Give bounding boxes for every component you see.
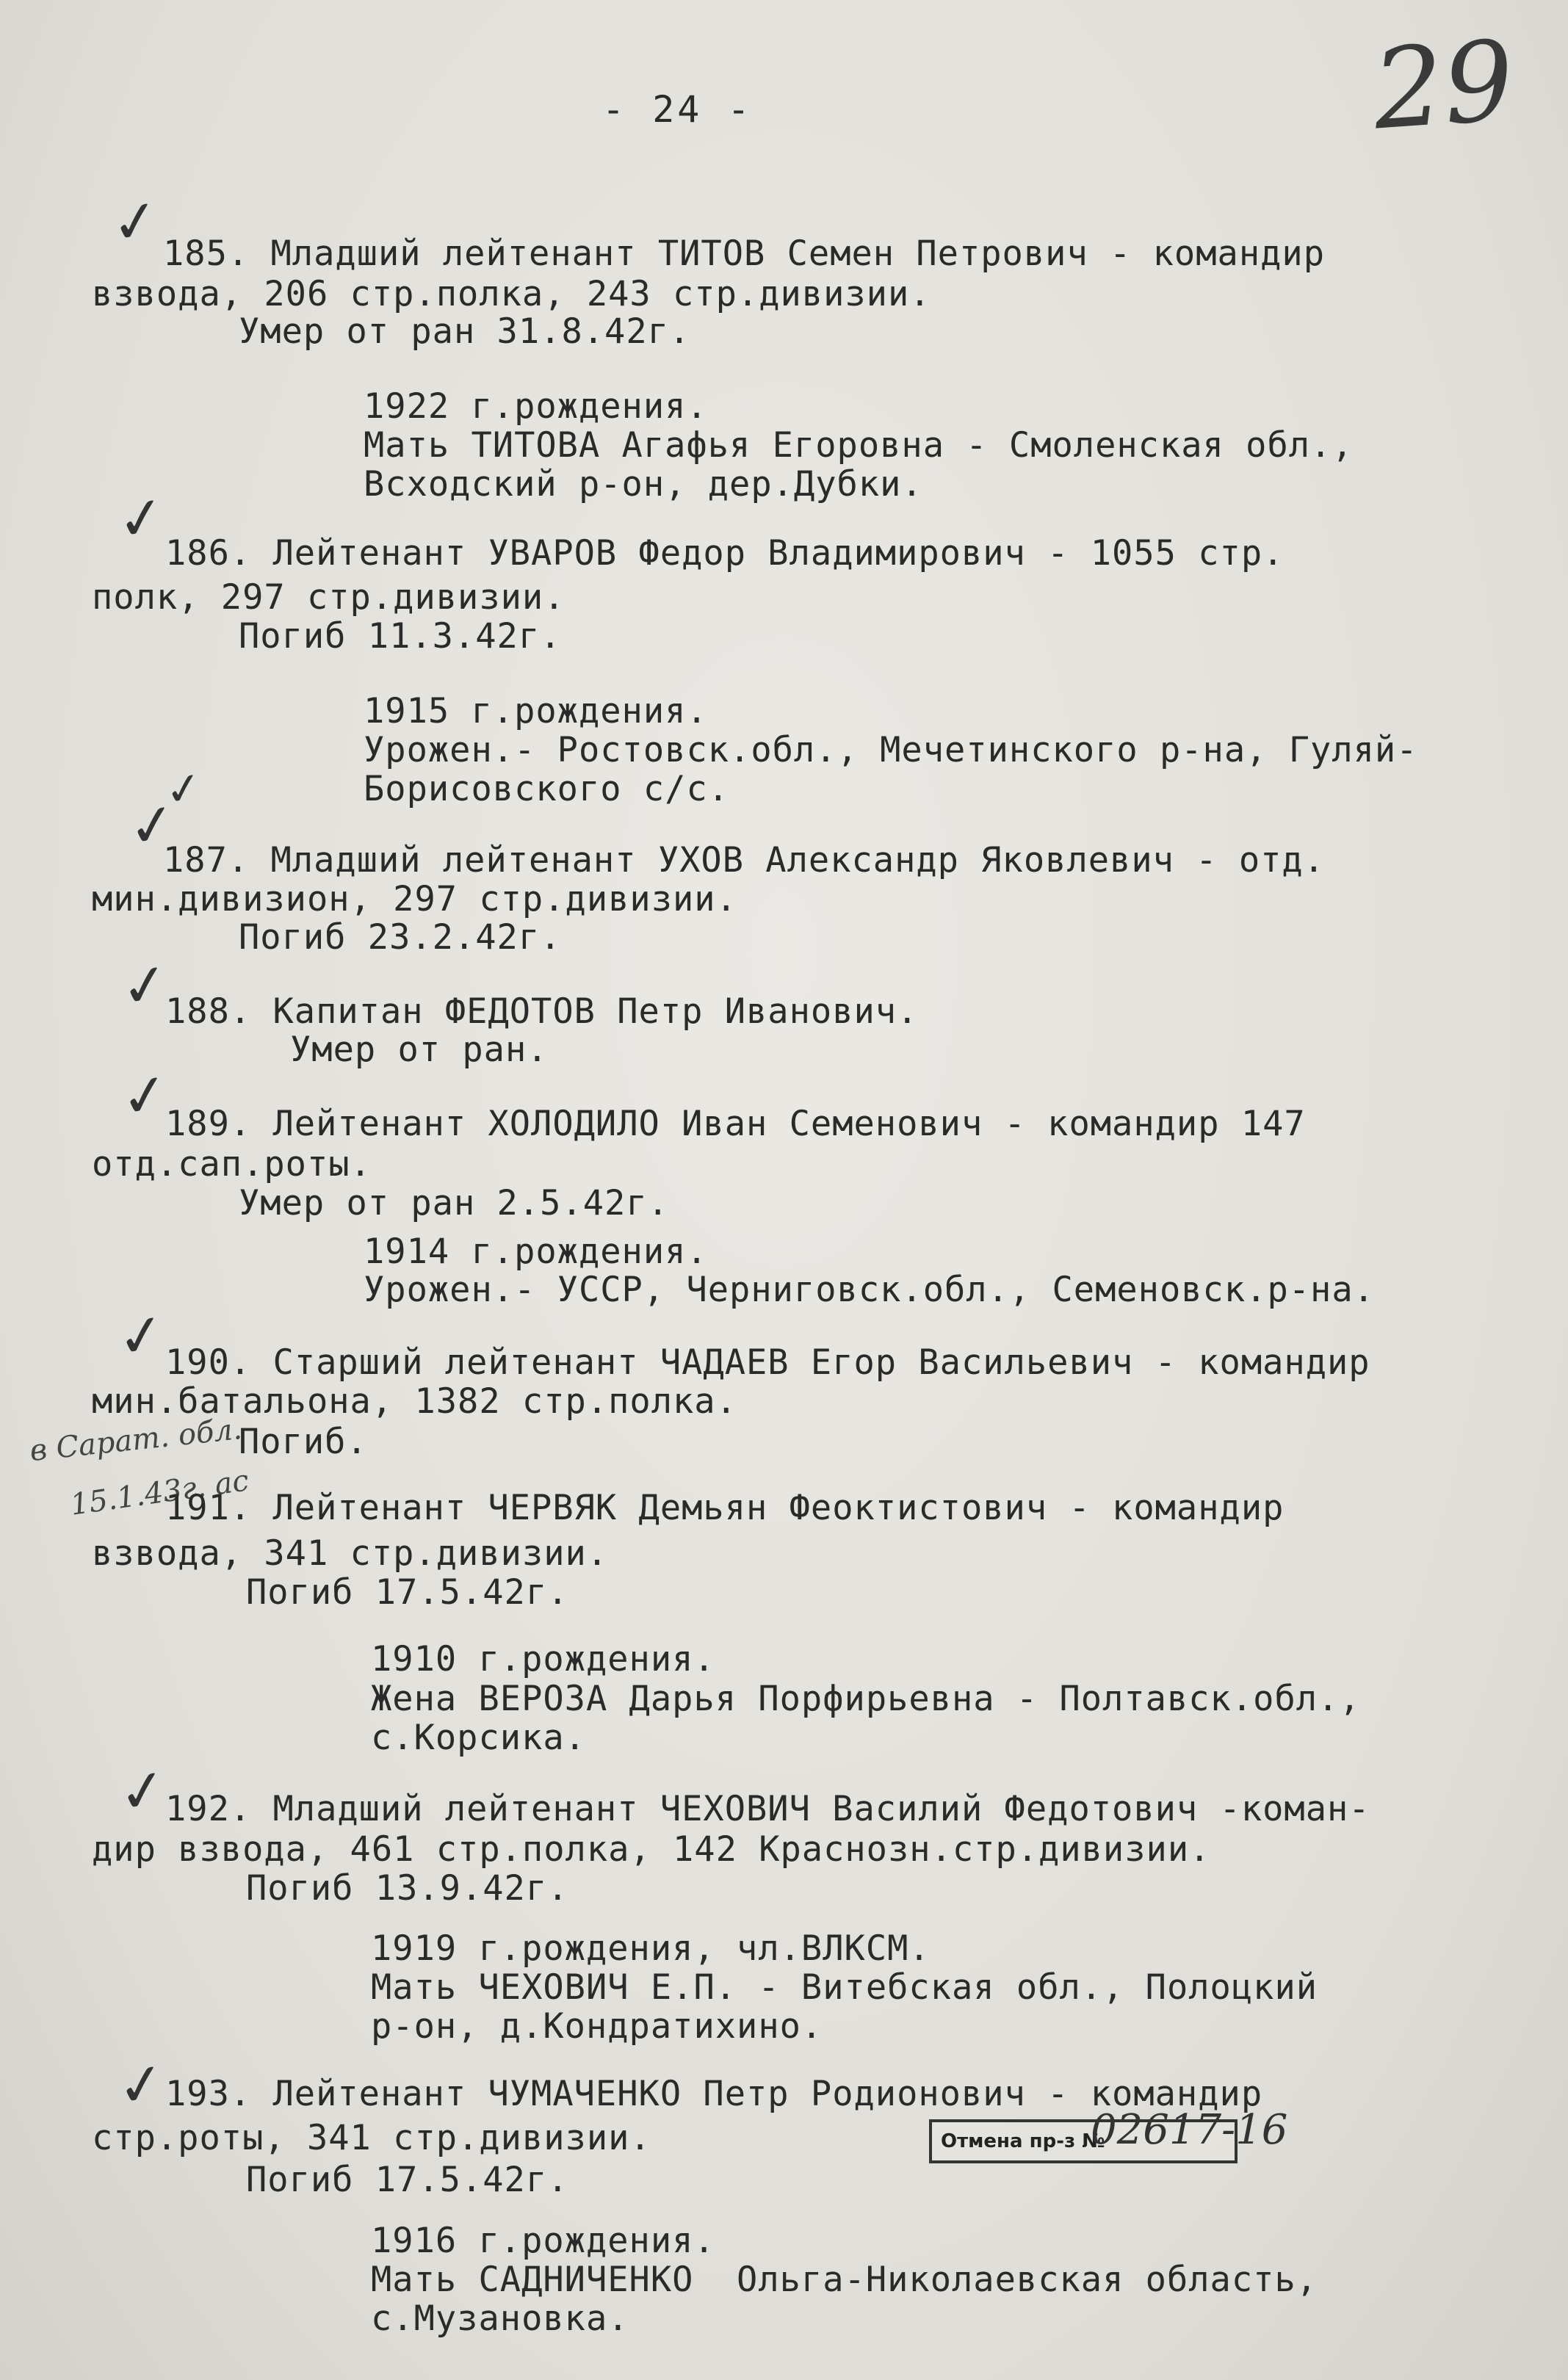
entry-188-line-1: 188. Капитан ФЕДОТОВ Петр Иванович. [165, 991, 919, 1032]
margin-note: 15.1.43г. ас [68, 1464, 251, 1522]
entry-186-line-1: 186. Лейтенант УВАРОВ Федор Владимирович - 1055 стр. [165, 533, 1285, 574]
checkmark-icon: ✓ [162, 761, 206, 818]
entry-186-line-4: 1915 г.рождения. [364, 691, 708, 731]
entry-192-line-5: Мать ЧЕХОВИЧ Е.П. - Витебская обл., Полоцкий [371, 1967, 1318, 2008]
entry-193-line-6: с.Музановка. [371, 2298, 629, 2339]
entry-189-line-1: 189. Лейтенант ХОЛОДИЛО Иван Семенович - командир 147 [165, 1104, 1306, 1144]
entry-192-line-1: 192. Младший лейтенант ЧЕХОВИЧ Василий Федотович -коман- [165, 1789, 1370, 1829]
entry-190-line-2: мин.батальона, 1382 стр.полка. [92, 1381, 737, 1422]
entry-187-line-2: мин.дивизион, 297 стр.дивизии. [92, 879, 737, 919]
checkmark-icon: ✓ [107, 186, 165, 259]
entry-185-line-5: Мать ТИТОВА Агафья Егоровна - Смоленская обл., [364, 425, 1354, 466]
entry-186-line-2: полк, 297 стр.дивизии. [92, 577, 566, 618]
entry-186-line-3: Погиб 11.3.42г. [239, 616, 562, 657]
entry-193-line-4: 1916 г.рождения. [371, 2221, 715, 2261]
entry-190-line-1: 190. Старший лейтенант ЧАДАЕВ Егор Васильевич - командир [165, 1342, 1370, 1383]
margin-note: в Сарат. обл. [28, 1411, 244, 1469]
entry-188-line-2: Умер от ран. [290, 1030, 549, 1070]
checkmark-icon: ✓ [117, 950, 174, 1023]
entry-192-line-6: р-он, д.Кондратихино. [371, 2006, 823, 2047]
entry-191-line-2: взвода, 341 стр.дивизии. [92, 1533, 609, 1574]
entry-191-line-6: с.Корсика. [371, 1718, 586, 1758]
entry-193-line-1: 193. Лейтенант ЧУМАЧЕНКО Петр Родионович - командир [165, 2074, 1263, 2114]
entry-187-line-3: Погиб 23.2.42г. [239, 917, 562, 958]
entry-185-line-1: 185. Младший лейтенант ТИТОВ Семен Петрович - командир [163, 234, 1326, 274]
checkmark-icon: ✓ [115, 1755, 172, 1829]
handwritten-page-number: 29 [1369, 17, 1518, 155]
entry-185-line-4: 1922 г.рождения. [364, 386, 708, 427]
stamp-number: 02617-16 [1091, 2106, 1288, 2154]
entry-191-line-5: Жена ВЕРОЗА Дарья Порфирьевна - Полтавск.обл., [371, 1679, 1361, 1719]
checkmark-icon: ✓ [117, 1060, 174, 1133]
entry-192-line-3: Погиб 13.9.42г. [246, 1868, 569, 1909]
entry-185-line-6: Всходский р-он, дер.Дубки. [364, 464, 923, 504]
entry-189-line-5: Урожен.- УССР, Черниговск.обл., Семеновск.р-на. [364, 1270, 1375, 1310]
checkmark-icon: ✓ [113, 482, 170, 556]
entry-186-line-5: Урожен.- Ростовск.обл., Мечетинского р-на, Гуляй- [364, 730, 1418, 770]
entry-185-line-2: взвода, 206 стр.полка, 243 стр.дивизии. [92, 274, 931, 314]
entry-193-line-2: стр.роты, 341 стр.дивизии. [92, 2118, 651, 2158]
entry-192-line-2: дир взвода, 461 стр.полка, 142 Краснозн.стр.дивизии. [92, 1829, 1211, 1870]
checkmark-icon: ✓ [113, 1300, 170, 1373]
checkmark-icon: ✓ [124, 789, 181, 863]
entry-192-line-4: 1919 г.рождения, чл.ВЛКСМ. [371, 1928, 931, 1969]
entry-193-line-5: Мать САДНИЧЕНКО Ольга-Николаевская область, [371, 2260, 1318, 2300]
page-number: - 24 - [602, 88, 753, 131]
entry-189-line-2: отд.сап.роты. [92, 1144, 372, 1184]
entry-185-line-3: Умер от ран 31.8.42г. [239, 311, 691, 352]
entry-189-line-4: 1914 г.рождения. [364, 1231, 708, 1272]
entry-190-line-3: Погиб. [239, 1422, 368, 1462]
entry-191-line-3: Погиб 17.5.42г. [246, 1572, 569, 1613]
entry-191-line-4: 1910 г.рождения. [371, 1639, 715, 1679]
checkmark-icon: ✓ [113, 2049, 170, 2122]
entry-189-line-3: Умер от ран 2.5.42г. [239, 1183, 669, 1223]
entry-187-line-1: 187. Младший лейтенант УХОВ Александр Яковлевич - отд. [163, 840, 1326, 880]
entry-193-line-3: Погиб 17.5.42г. [246, 2160, 569, 2200]
entry-186-line-6: Борисовского с/с. [364, 769, 730, 809]
stamp-label: Отмена пр-з № [941, 2130, 1105, 2152]
entry-191-line-1: 191. Лейтенант ЧЕРВЯК Демьян Феоктистович - командир [165, 1488, 1285, 1528]
